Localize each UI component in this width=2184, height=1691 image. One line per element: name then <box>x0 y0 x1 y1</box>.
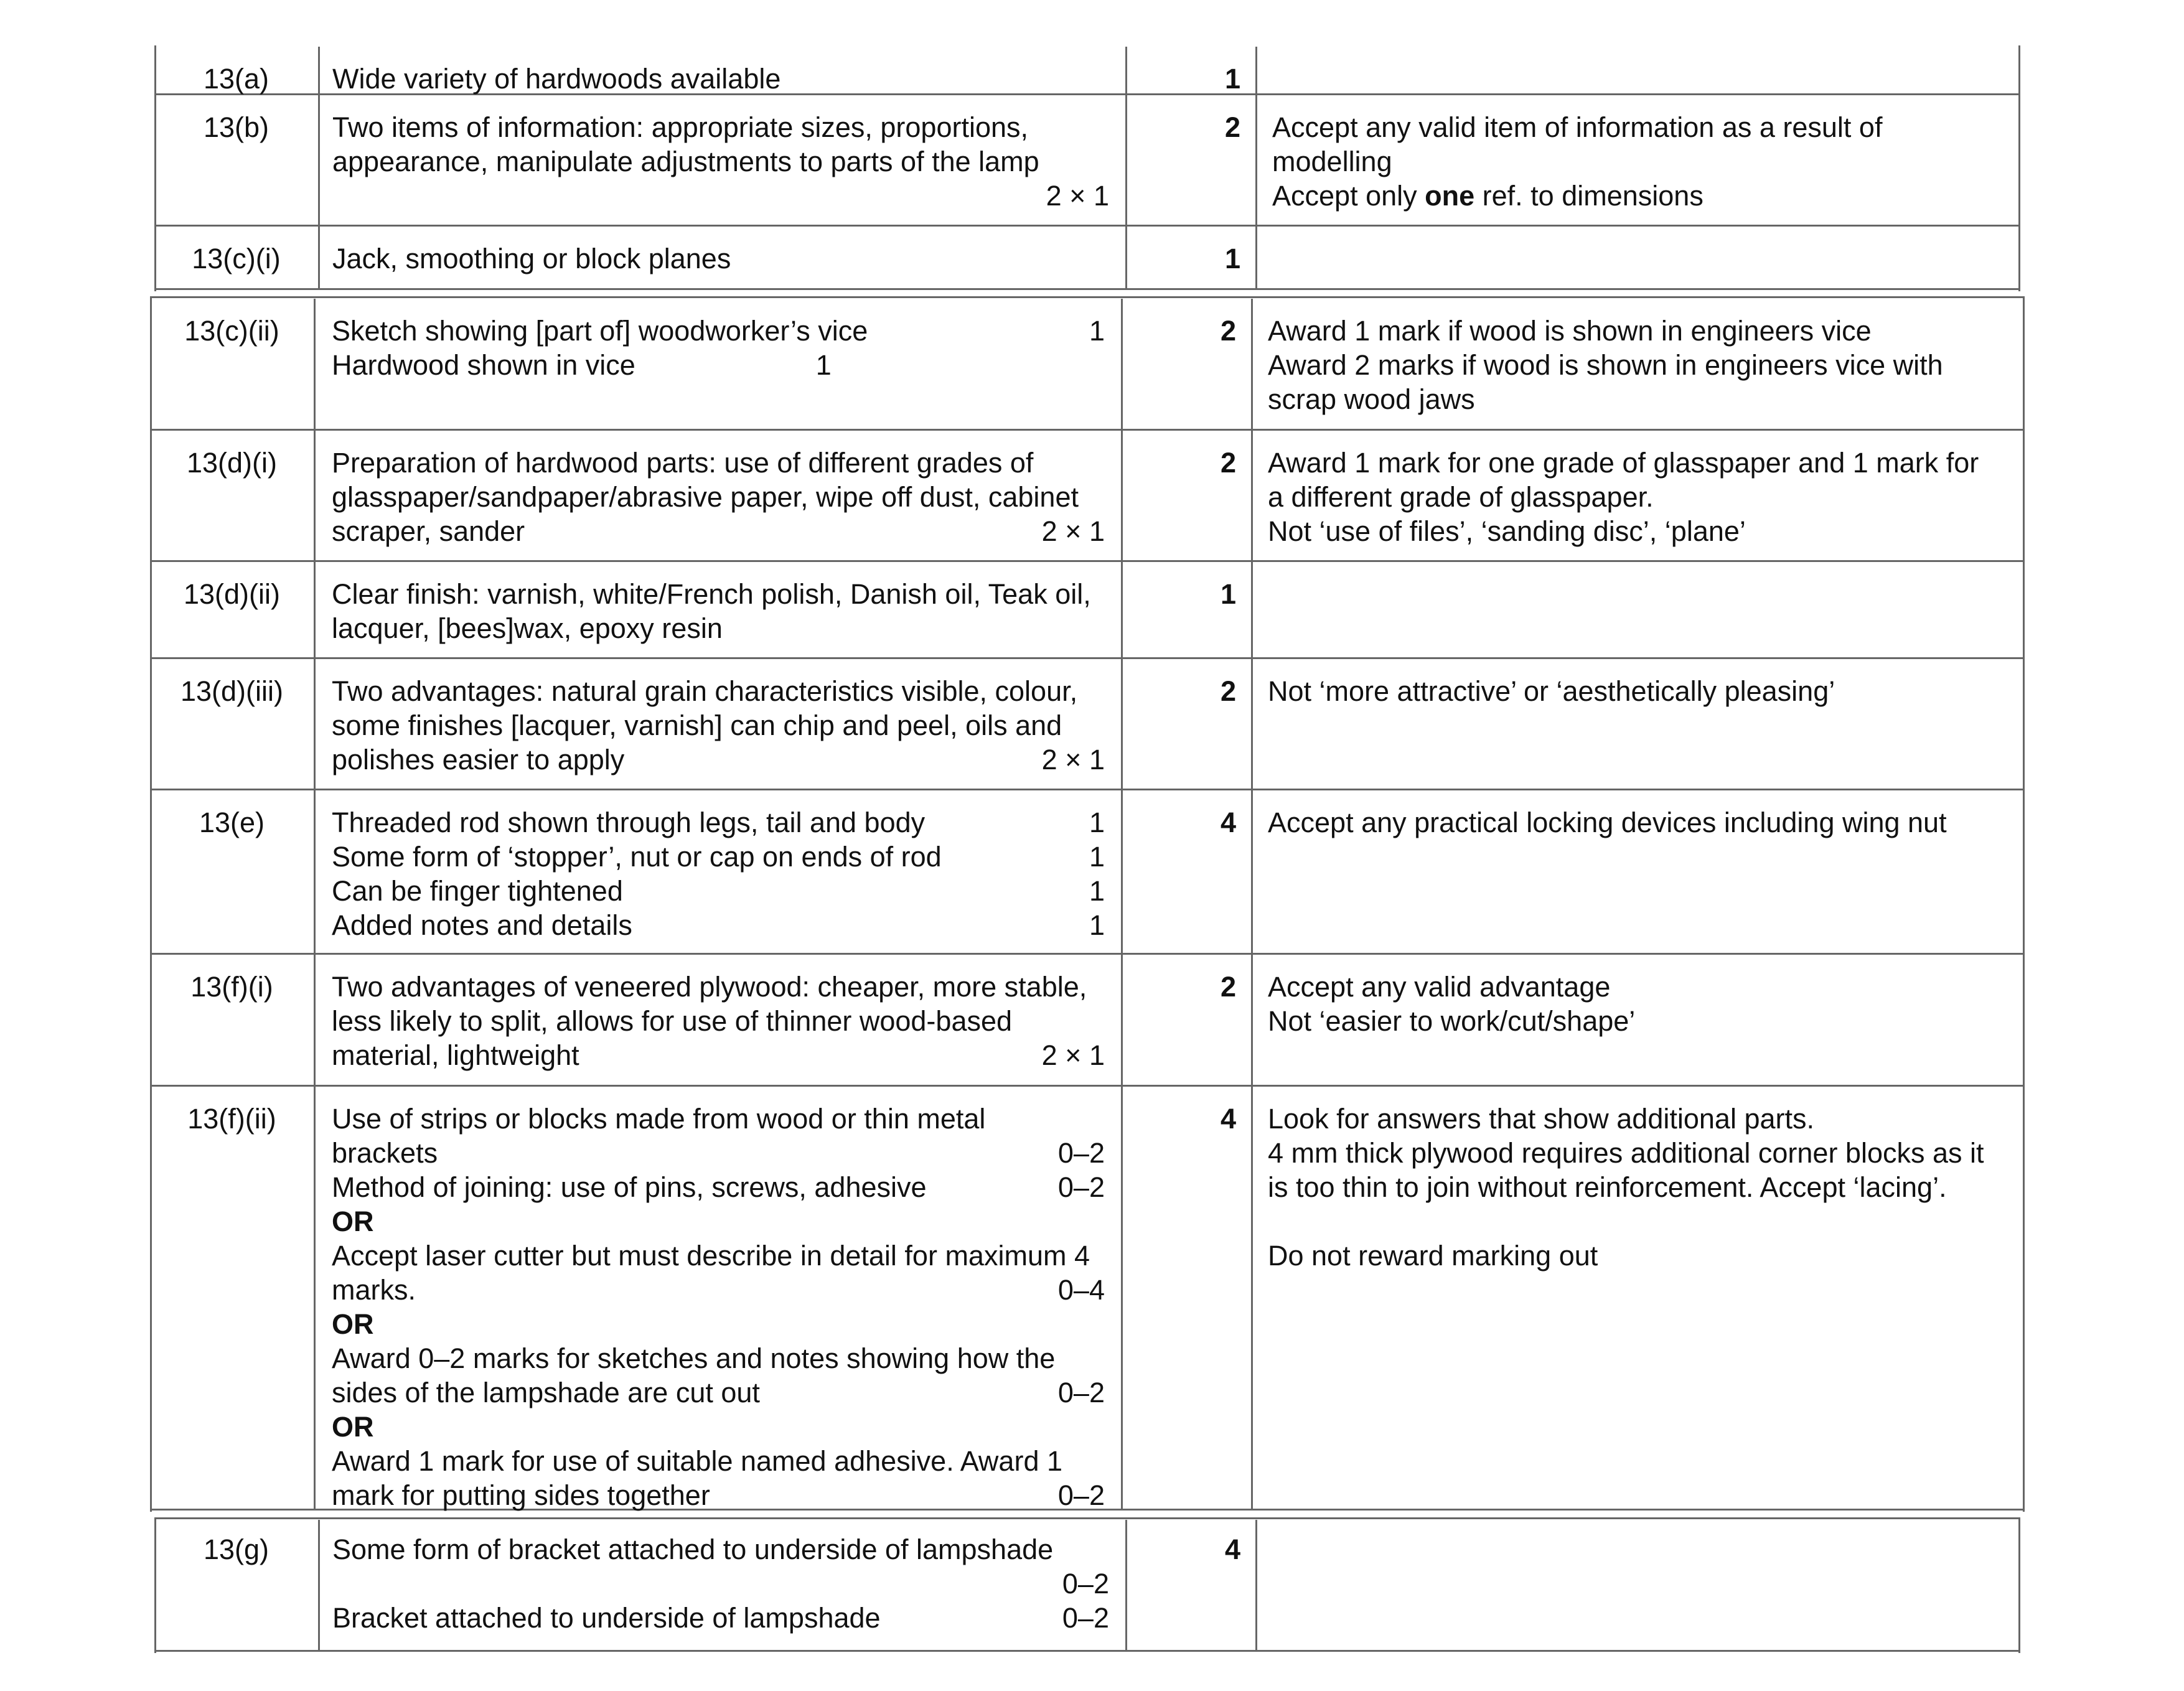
answer-line <box>332 480 1105 514</box>
answer-line <box>332 1239 1105 1273</box>
answer-line <box>332 62 1109 96</box>
answer-cell <box>314 299 1121 429</box>
guidance-cell <box>1251 955 2025 1085</box>
table-row <box>150 659 2025 790</box>
question-number-cell <box>150 1087 314 1509</box>
answer-line <box>332 179 1109 213</box>
guidance-line <box>1268 1004 2023 1038</box>
guidance-cell <box>1251 1087 2025 1509</box>
answer-line <box>332 1601 1109 1635</box>
answer-line <box>332 348 1105 382</box>
answer-cell <box>318 95 1125 225</box>
answer-line <box>332 1102 1105 1136</box>
guidance-text: Award 1 mark for one grade of glasspaper and 1 mark for <box>1268 447 1979 479</box>
guidance-line <box>1268 970 2023 1004</box>
table-row <box>150 790 2025 955</box>
sub-mark: 1 <box>1089 909 1105 941</box>
answer-text: Added notes and details <box>332 909 632 941</box>
table-row <box>150 955 2025 1087</box>
total-mark: 2 <box>1224 111 1240 143</box>
answer-line <box>332 1375 1105 1410</box>
question-number-cell <box>154 227 318 288</box>
answer-line <box>332 446 1105 480</box>
guidance-line <box>1268 1170 2023 1204</box>
question-number-cell <box>154 95 318 225</box>
guidance-line <box>1268 1204 2023 1239</box>
guidance-text: Award 2 marks if wood is shown in engineers vice with <box>1268 349 1943 381</box>
answer-line <box>332 314 1105 348</box>
answer-cell <box>314 659 1121 789</box>
question-number-cell <box>154 1520 318 1650</box>
question-number: 13(d)(iii) <box>180 675 283 707</box>
answer-line <box>332 708 1105 742</box>
sub-mark: 1 <box>1089 315 1105 347</box>
answer-cell <box>314 1087 1121 1509</box>
answer-line <box>332 874 1105 908</box>
sub-mark: 0–2 <box>1057 1479 1105 1511</box>
answer-text: Some form of bracket attached to underside of lampshade <box>332 1534 1054 1565</box>
guidance-text: a different grade of glasspaper. <box>1268 481 1654 513</box>
guidance-line <box>1268 514 2023 548</box>
guidance-emphasis: one <box>1425 180 1475 212</box>
answer-text: scraper, sander <box>332 515 525 547</box>
answer-text: Threaded rod shown through legs, tail and body <box>332 807 926 838</box>
question-number: 13(f)(ii) <box>187 1103 276 1135</box>
question-number: 13(g) <box>203 1534 269 1565</box>
answer-line <box>332 241 1109 276</box>
sub-mark: 0–2 <box>1062 1568 1109 1600</box>
sub-mark: 0–2 <box>1062 1602 1109 1634</box>
answer-line <box>332 1273 1105 1307</box>
guidance-text: Award 1 mark if wood is shown in engineers vice <box>1268 315 1872 347</box>
table-row <box>154 227 2020 290</box>
answer-text: Accept laser cutter but must describe in detail for maximum 4 <box>332 1240 1090 1272</box>
question-number-cell <box>150 431 314 560</box>
marks-cell <box>1121 790 1251 953</box>
answer-line <box>332 1478 1105 1512</box>
total-mark: 2 <box>1220 447 1236 479</box>
table-row <box>150 431 2025 562</box>
total-mark: 4 <box>1224 1534 1240 1565</box>
answer-line <box>332 1004 1105 1038</box>
answer-text: Method of joining: use of pins, screws, adhesive <box>332 1171 927 1203</box>
answer-text: OR <box>332 1206 374 1237</box>
guidance-text: Do not reward marking out <box>1268 1240 1598 1272</box>
guidance-text: Not ‘easier to work/cut/shape’ <box>1268 1005 1636 1037</box>
answer-text: appearance, manipulate adjustments to parts of the lamp <box>332 146 1039 177</box>
guidance-text: 4 mm thick plywood requires additional corner blocks as it <box>1268 1137 1984 1169</box>
answer-cell <box>318 227 1125 288</box>
answer-text: Can be finger tightened <box>332 875 623 907</box>
answer-line <box>332 908 1105 942</box>
guidance-text: Not ‘use of files’, ‘sanding disc’, ‘plane’ <box>1268 515 1746 547</box>
marks-cell <box>1121 955 1251 1085</box>
guidance-text: ref. to dimensions <box>1474 180 1704 212</box>
marks-cell <box>1121 562 1251 657</box>
table-row <box>154 47 2020 95</box>
sub-mark: 1 <box>815 349 832 381</box>
total-mark: 4 <box>1220 807 1236 838</box>
sub-mark: 2 × 1 <box>1041 744 1105 775</box>
marks-cell <box>1121 431 1251 560</box>
answer-line <box>332 611 1105 645</box>
guidance-line <box>1272 144 2018 179</box>
guidance-text: Accept only <box>1272 180 1425 212</box>
table-row <box>150 562 2025 659</box>
guidance-text: modelling <box>1272 146 1392 177</box>
sub-mark: 2 × 1 <box>1041 515 1105 547</box>
guidance-line <box>1272 179 2018 213</box>
total-mark: 2 <box>1220 675 1236 707</box>
marks-cell <box>1121 299 1251 429</box>
marks-cell <box>1125 47 1255 93</box>
total-mark: 2 <box>1220 971 1236 1003</box>
answer-line <box>332 1444 1105 1478</box>
guidance-line <box>1268 314 2023 348</box>
guidance-text: Not ‘more attractive’ or ‘aesthetically pleasing’ <box>1268 675 1835 707</box>
total-mark: 2 <box>1220 315 1236 347</box>
guidance-cell <box>1255 95 2020 225</box>
guidance-cell <box>1251 790 2025 953</box>
question-number-cell <box>150 790 314 953</box>
guidance-cell <box>1255 47 2020 93</box>
guidance-text: scrap wood jaws <box>1268 383 1475 415</box>
answer-text: Two advantages of veneered plywood: cheaper, more stable, <box>332 971 1087 1003</box>
question-number: 13(f)(i) <box>190 971 273 1003</box>
question-number: 13(b) <box>203 111 269 143</box>
answer-line <box>332 1038 1105 1072</box>
answer-line <box>332 840 1105 874</box>
guidance-cell <box>1251 659 2025 789</box>
marks-cell <box>1125 95 1255 225</box>
question-number-cell <box>150 299 314 429</box>
guidance-cell <box>1251 299 2025 429</box>
answer-text: brackets <box>332 1137 438 1169</box>
answer-line <box>332 110 1109 144</box>
question-number: 13(a) <box>203 63 269 95</box>
guidance-text: Accept any valid advantage <box>1268 971 1611 1003</box>
answer-text: Use of strips or blocks made from wood or thin metal <box>332 1103 986 1135</box>
sub-mark: 0–2 <box>1057 1377 1105 1408</box>
answer-line <box>332 970 1105 1004</box>
guidance-line <box>1268 805 2023 840</box>
table-row <box>150 299 2025 431</box>
answer-text: Preparation of hardwood parts: use of different grades of <box>332 447 1034 479</box>
guidance-line <box>1268 1102 2023 1136</box>
question-number: 13(d)(ii) <box>183 578 281 610</box>
answer-line <box>332 1341 1105 1375</box>
question-number: 13(c)(ii) <box>184 315 279 347</box>
answer-text: Wide variety of hardwoods available <box>332 63 781 95</box>
answer-line <box>332 1170 1105 1204</box>
answer-line <box>332 577 1105 611</box>
sub-mark: 0–4 <box>1057 1274 1105 1306</box>
answer-text: Hardwood shown in vice <box>332 349 635 381</box>
answer-text: sides of the lampshade are cut out <box>332 1377 760 1408</box>
answer-text: Award 0–2 marks for sketches and notes showing how the <box>332 1342 1056 1374</box>
question-number-cell <box>150 562 314 657</box>
answer-text: Award 1 mark for use of suitable named adhesive. Award 1 <box>332 1445 1062 1477</box>
guidance-line <box>1268 446 2023 480</box>
sub-mark: 2 × 1 <box>1041 1039 1105 1071</box>
guidance-line <box>1268 348 2023 382</box>
answer-text: Jack, smoothing or block planes <box>332 243 731 274</box>
answer-text: Two advantages: natural grain characteristics visible, colour, <box>332 675 1078 707</box>
guidance-text: Look for answers that show additional parts. <box>1268 1103 1814 1135</box>
table-row <box>154 95 2020 227</box>
sub-mark: 2 × 1 <box>1046 180 1109 212</box>
sub-mark: 1 <box>1089 875 1105 907</box>
total-mark: 1 <box>1224 243 1240 274</box>
total-mark: 4 <box>1220 1103 1236 1135</box>
question-number: 13(c)(i) <box>192 243 281 274</box>
guidance-cell <box>1255 227 2020 288</box>
answer-text: some finishes [lacquer, varnish] can chip and peel, oils and <box>332 710 1062 741</box>
sub-mark: 0–2 <box>1057 1137 1105 1169</box>
marks-cell <box>1121 659 1251 789</box>
question-number-cell <box>150 955 314 1085</box>
guidance-cell <box>1251 431 2025 560</box>
marks-cell <box>1121 1087 1251 1509</box>
guidance-text: is too thin to join without reinforcement. Accept ‘lacing’. <box>1268 1171 1947 1203</box>
guidance-text: Accept any valid item of information as a result of <box>1272 111 1883 143</box>
answer-line <box>332 1410 1105 1444</box>
answer-line <box>332 674 1105 708</box>
answer-line <box>332 1567 1109 1601</box>
answer-line <box>332 1136 1105 1170</box>
answer-line <box>332 1532 1109 1567</box>
sub-mark: 1 <box>1089 807 1105 838</box>
answer-cell <box>314 562 1121 657</box>
total-mark: 1 <box>1220 578 1236 610</box>
answer-text: OR <box>332 1308 374 1340</box>
answer-cell <box>314 790 1121 953</box>
answer-text: marks. <box>332 1274 416 1306</box>
answer-text: Sketch showing [part of] woodworker’s vice <box>332 315 868 347</box>
answer-line <box>332 805 1105 840</box>
answer-text: Clear finish: varnish, white/French polish, Danish oil, Teak oil, <box>332 578 1091 610</box>
question-number-cell <box>150 659 314 789</box>
total-mark: 1 <box>1224 63 1240 95</box>
answer-text: OR <box>332 1411 374 1443</box>
guidance-cell <box>1255 1520 2020 1650</box>
marks-cell <box>1125 1520 1255 1650</box>
table-row <box>150 1087 2025 1511</box>
guidance-line <box>1268 480 2023 514</box>
answer-text: polishes easier to apply <box>332 744 625 775</box>
guidance-cell <box>1251 562 2025 657</box>
answer-text: mark for putting sides together <box>332 1479 710 1511</box>
answer-cell <box>318 47 1125 93</box>
question-number: 13(e) <box>199 807 265 838</box>
guidance-text: Accept any practical locking devices including wing nut <box>1268 807 1947 838</box>
sub-mark: 0–2 <box>1057 1171 1105 1203</box>
answer-cell <box>318 1520 1125 1650</box>
guidance-line <box>1268 1239 2023 1273</box>
guidance-line <box>1268 1136 2023 1170</box>
answer-text: Bracket attached to underside of lampshade <box>332 1602 881 1634</box>
table-row <box>154 1520 2020 1652</box>
answer-text: Two items of information: appropriate sizes, proportions, <box>332 111 1029 143</box>
answer-line <box>332 742 1105 777</box>
question-number-cell <box>154 47 318 93</box>
answer-text: less likely to split, allows for use of thinner wood-based <box>332 1005 1013 1037</box>
answer-cell <box>314 431 1121 560</box>
answer-text: lacquer, [bees]wax, epoxy resin <box>332 612 723 644</box>
sub-mark: 1 <box>1089 841 1105 873</box>
marks-cell <box>1125 227 1255 288</box>
answer-cell <box>314 955 1121 1085</box>
answer-line <box>332 1307 1105 1341</box>
answer-line <box>332 514 1105 548</box>
answer-text: material, lightweight <box>332 1039 579 1071</box>
guidance-line <box>1268 674 2023 708</box>
guidance-line <box>1272 110 2018 144</box>
answer-text: Some form of ‘stopper’, nut or cap on ends of rod <box>332 841 942 873</box>
question-number: 13(d)(i) <box>186 447 278 479</box>
guidance-line <box>1268 382 2023 416</box>
answer-text: glasspaper/sandpaper/abrasive paper, wipe off dust, cabinet <box>332 481 1079 513</box>
answer-line <box>332 144 1109 179</box>
answer-line <box>332 1204 1105 1239</box>
